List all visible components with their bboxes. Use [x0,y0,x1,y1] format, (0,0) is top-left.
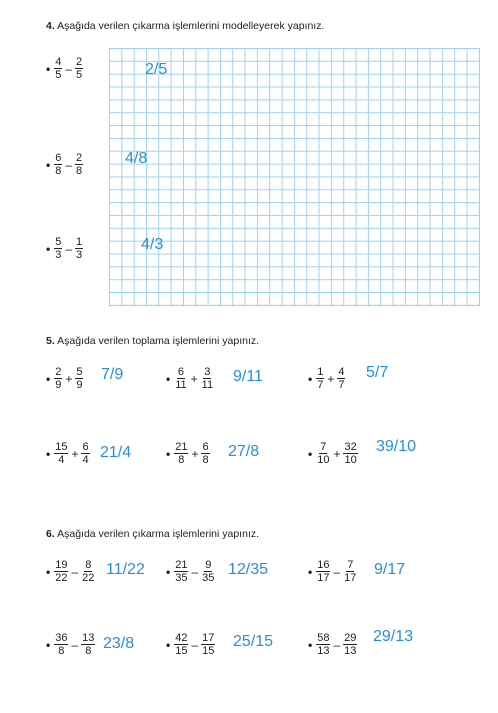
bullet: • [308,564,313,579]
fraction-a: $\frac{6}{11}$ [175,366,187,391]
fraction-b: $\frac{1}{3}$ [76,236,83,261]
q4-title [46,20,324,32]
bullet: • [308,371,313,386]
q6-answer-6: 29/13 [373,628,414,645]
operator: – [65,241,73,256]
fraction-b: $\frac{32}{10}$ [344,441,357,466]
fraction-b: $\frac{3}{11}$ [201,366,214,391]
q6-answer-5: 25/15 [233,633,274,650]
operator: – [333,637,341,652]
q5-number: 5. [46,335,55,347]
q5-item-6 [308,441,358,466]
q6-answer-4: 23/8 [103,635,135,652]
q4-answer-2: 4/8 [125,150,148,167]
operator: – [71,564,79,579]
operator: + [327,371,335,386]
fraction-a: $\frac{58}{13}$ [317,632,330,657]
q4-answer-3: 4/3 [141,236,164,253]
operator: – [333,564,341,579]
bullet: • [308,637,313,652]
q6-answer-3: 9/17 [374,561,406,578]
fraction-a: $\frac{21}{8}$ [175,441,188,466]
bullet: • [46,61,51,76]
q5-answer-2: 9/11 [233,368,263,385]
operator: + [190,371,198,386]
bullet: • [46,564,51,579]
operator: + [191,446,199,461]
fraction-b: $\frac{5}{9}$ [76,366,83,391]
fraction-a: $\frac{16}{17}$ [317,559,330,584]
operator: – [65,61,73,76]
bullet: • [166,446,171,461]
q6-item-4 [46,632,95,657]
q5-answer-4: 21/4 [100,444,132,461]
bullet: • [46,157,51,172]
fraction-b: $\frac{2}{8}$ [76,152,83,177]
fraction-b: $\frac{4}{7}$ [338,366,345,391]
q5-title [46,335,259,347]
fraction-b: $\frac{6}{4}$ [82,441,89,466]
fraction-a: $\frac{4}{5}$ [55,56,62,81]
q6-item-6 [308,632,357,657]
bullet: • [46,637,51,652]
q4-item-1 [46,56,83,81]
fraction-b: $\frac{9}{35}$ [202,559,215,584]
bullet: • [46,241,51,256]
fraction-b: $\frac{8}{22}$ [82,559,95,584]
q6-answer-1: 11/22 [106,561,145,578]
q5-item-3 [308,366,345,391]
bullet: • [166,564,171,579]
q5-answer-1: 7/9 [101,366,124,383]
fraction-a: $\frac{2}{9}$ [55,366,62,391]
bullet: • [46,446,51,461]
fraction-b: $\frac{6}{8}$ [202,441,209,466]
q5-item-1 [46,366,83,391]
fraction-b: $\frac{17}{15}$ [202,632,215,657]
q6-title [46,528,259,540]
operator: + [65,371,73,386]
q4-item-3 [46,236,83,261]
fraction-a: $\frac{1}{7}$ [317,366,324,391]
operator: + [71,446,79,461]
operator: + [333,446,341,461]
fraction-b: $\frac{2}{5}$ [76,56,83,81]
fraction-a: $\frac{7}{10}$ [317,441,330,466]
fraction-a: $\frac{6}{8}$ [55,152,62,177]
operator: – [191,637,199,652]
operator: – [65,157,73,172]
fraction-a: $\frac{5}{3}$ [55,236,62,261]
bullet: • [308,446,313,461]
fraction-a: $\frac{36}{8}$ [55,632,68,657]
bullet: • [46,371,51,386]
q5-answer-5: 27/8 [228,443,260,460]
q6-answer-2: 12/35 [228,561,269,578]
q6-item-3 [308,559,357,584]
fraction-a: $\frac{42}{15}$ [175,632,188,657]
operator: – [71,637,79,652]
q5-text: Aşağıda verilen toplama işlemlerini yapınız. [57,335,260,347]
q5-answer-3: 5/7 [366,364,389,381]
q4-text: Aşağıda verilen çıkarma işlemlerini modelleyerek yapınız. [57,20,325,32]
drawing-grid[interactable] [109,48,480,306]
q5-item-4 [46,441,90,466]
q5-item-2 [166,366,214,391]
q6-item-5 [166,632,215,657]
operator: – [191,564,199,579]
fraction-a: $\frac{21}{35}$ [175,559,188,584]
fraction-a: $\frac{19}{22}$ [55,559,68,584]
fraction-b: $\frac{7}{17}$ [344,559,357,584]
fraction-a: $\frac{15}{4}$ [55,441,68,466]
bullet: • [166,371,171,386]
bullet: • [166,637,171,652]
q4-item-2 [46,152,83,177]
q6-item-1 [46,559,95,584]
q5-answer-6: 39/10 [376,438,417,455]
q6-item-2 [166,559,215,584]
q5-item-5 [166,441,210,466]
fraction-b: $\frac{13}{8}$ [82,632,95,657]
q4-answer-1: 2/5 [145,61,168,78]
q6-number: 6. [46,528,55,540]
fraction-b: $\frac{29}{13}$ [344,632,357,657]
q4-number: 4. [46,20,55,32]
q6-text: Aşağıda verilen çıkarma işlemlerini yapınız. [57,528,260,540]
